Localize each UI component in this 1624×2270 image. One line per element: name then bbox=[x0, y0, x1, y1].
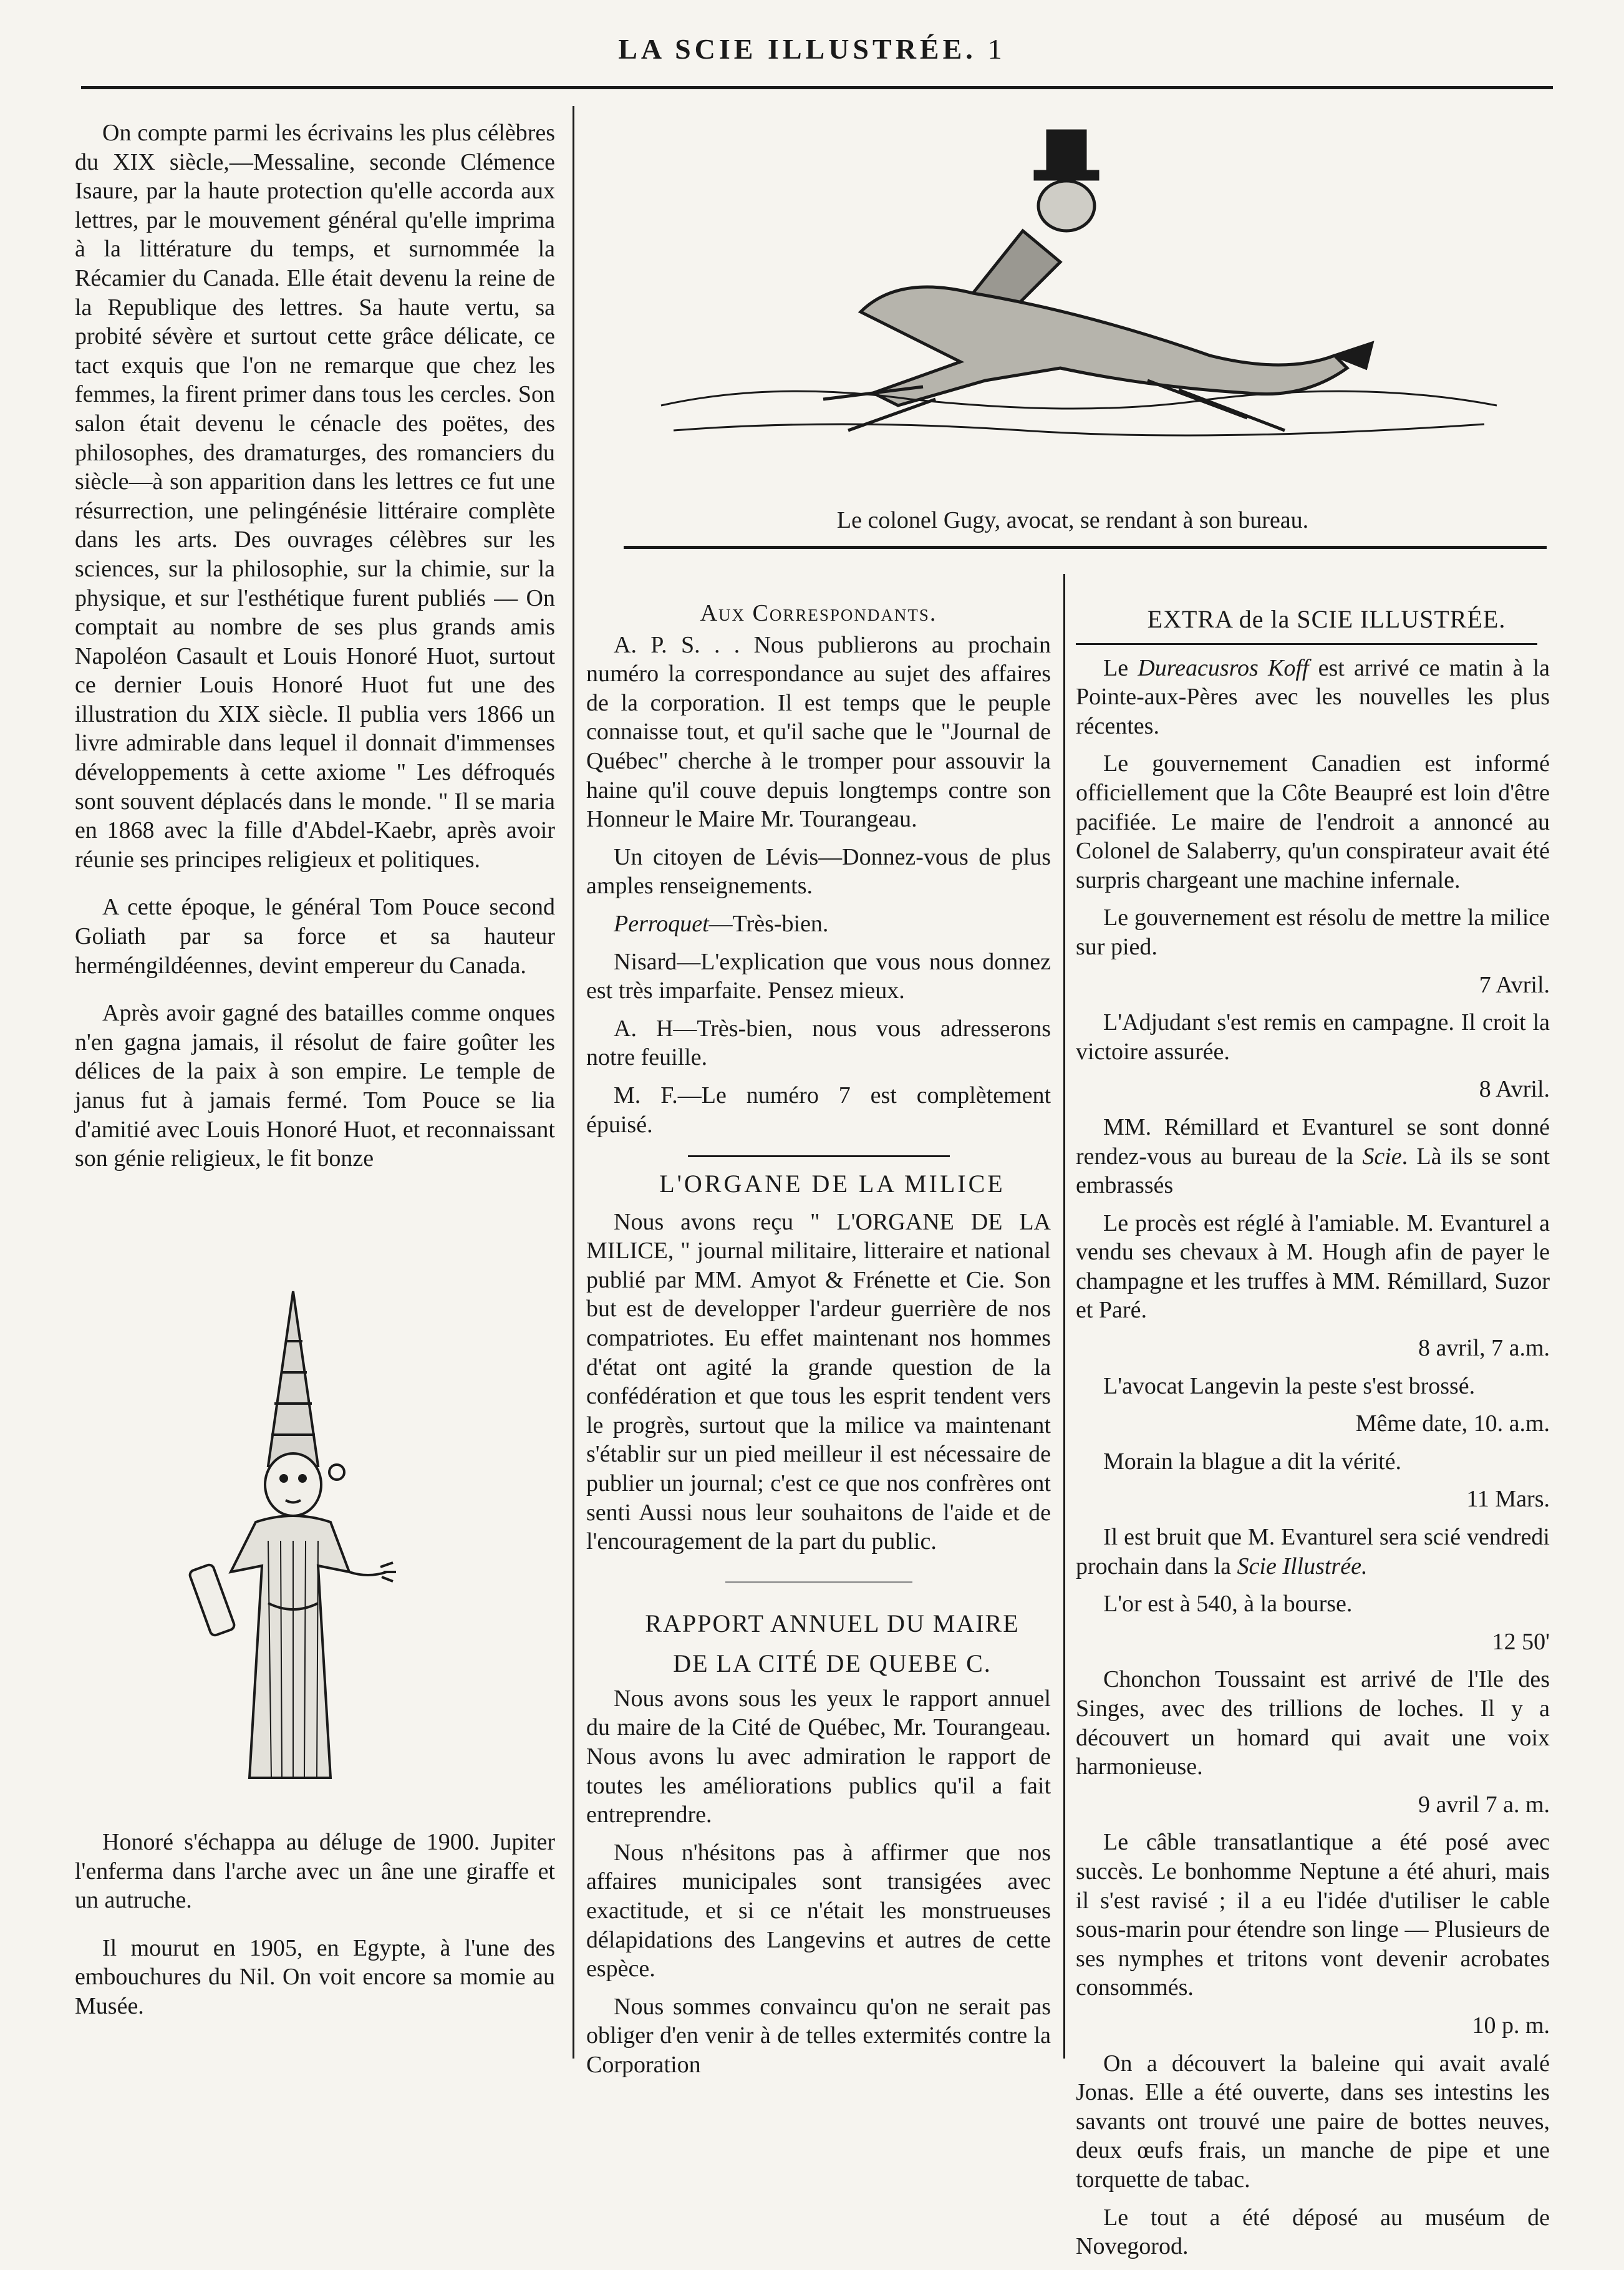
rapport-heading-line2: DE LA CITÉ DE QUEBE C. bbox=[673, 1649, 992, 1677]
column-left-bottom bbox=[75, 1828, 555, 2030]
article-paragraph: Nous avons reçu " L'ORGANE DE LA MILICE, " journal militaire, litteraire et national publié par MM. Amyot & Frénette et Cie. Son but est de developper l'ardeur guerrière de nos compatriotes. Eu effet maintenant nos hommes d'état ont agité la grande question de la confédération et que tous les esprit tendent vers le progrès, surtout que la milice va maintenant s'établir sur un pied meilleur il est nécessaire de publier un journal; c'est ce que nos confrères ont senti Aussi nous leur souhaitons de l'aide et de l'encouragement de la part du public. bbox=[586, 1208, 1051, 1555]
article-paragraph: On compte parmi les écrivains les plus célèbres du XIX siècle,—Messaline, seconde Clémence Isaure, par la haute protection qu'elle accorda aux lettres, par le mouvement général qu'elle imprima à la littérature du temps, et surnommée la Récamier du Canada. Elle était devenu la reine de la Republique des lettres. Sa haute vertu, sa probité sévère et surtout cette grâce délicate, ce tact exquis que l'on ne remarque que chez les femmes, la firent primer dans tous les cercles. Son salon était devenu le cénacle des poëtes, des philosophes, des dramaturges, des romanciers du siècle—à son apparition dans les lettres ce fut une résurrection, une pelingénésie littéraire complète dans les arts. Des ouvrages célèbres sur les sciences, sur la philosophie, sur la chimie, sur la physique, et sur l'esthétique furent publiés — On comptait au nombre de ses plus grands amis Napoléon Casault et Louis Honoré Huot, surtout ce dernier Louis Honoré Huot fut une des illustration du XIX siècle. Il publia vers 1866 un livre admirable dans lequel il donnait d'immenses développements à cette axiome " Les défroqués sont souvent déplacés dans le monde. " Il se maria en 1868 avec la fille d'Abdel-Kaebr, après avoir réunie ses principes religieux et politiques. bbox=[75, 120, 555, 873]
correspondent-name: Perroquet bbox=[614, 910, 709, 937]
horse-rider-image bbox=[586, 106, 1559, 518]
section-rule bbox=[1076, 643, 1537, 645]
news-item: L'or est à 540, à la bourse. bbox=[1103, 1591, 1353, 1618]
article-paragraph: Nous n'hésitons pas à affirmer que nos affaires municipales sont transigées avec exactitude, et si ce n'était les monstrueuses délapidations des Langevins et autres de cette espèce. bbox=[586, 1839, 1051, 1982]
news-item: Le câble transatlantique a été posé avec succès. Le bonhomme Neptune a été ahuri, mais il s'est ravisé ; il a eu l'idée d'utiliser le cable sous-marin pour étendre son linge — Plusieurs de ses nymphes et tritons vont devenir acrobates consommés. bbox=[1076, 1829, 1550, 2001]
dateline: 7 Avril. bbox=[1479, 971, 1550, 998]
illustration-caption: Le colonel Gugy, avocat, se rendant à son bureau. bbox=[836, 507, 1309, 533]
news-text: Le bbox=[1103, 654, 1138, 681]
news-item: L'avocat Langevin la peste s'est brossé. bbox=[1103, 1372, 1476, 1399]
news-item bbox=[1076, 1113, 1550, 1200]
correspondent-reply: M. F.—Le numéro 7 est complètement épuisé. bbox=[586, 1082, 1051, 1138]
section-rule bbox=[725, 1581, 912, 1583]
dateline: 12 50' bbox=[1492, 1628, 1550, 1655]
column-divider-1 bbox=[573, 106, 574, 2059]
news-item bbox=[1076, 1523, 1550, 1581]
news-text: est arrivé ce matin à la Pointe-aux-Pères avec les nouvelles les plus récentes. bbox=[1076, 654, 1550, 739]
ship-name: Dureacusros Koff bbox=[1138, 654, 1309, 681]
correspondent-reply: A. P. S. . . Nous publierons au prochain numéro la correspondance au sujet des affaires de la corporation. Il est temps que le peuple connaisse tout, et qu'il sache que le "Journal de Québec" cherche à le tromper pour assouvir la haine qu'il couve depuis longtemps contre son Honneur le Maire Mr. Tourangeau. bbox=[586, 631, 1051, 833]
news-item: Le gouvernement est résolu de mettre la milice sur pied. bbox=[1076, 905, 1550, 960]
correspondent-reply: Un citoyen de Lévis—Donnez-vous de plus amples renseignements. bbox=[586, 843, 1051, 900]
article-paragraph: Après avoir gagné des batailles comme onques n'en gagna jamais, il résolut de faire goûter les délices de la paix à son empire. Le temple de janus fut à jamais fermé. Tom Pouce se lia d'amitié avec Louis Honoré Huot, et reconnaissant son génie religieux, le fit bonze bbox=[75, 1000, 555, 1172]
dateline: 8 avril, 7 a.m. bbox=[1418, 1335, 1550, 1362]
news-item: Le tout a été déposé au muséum de Novegorod. bbox=[1076, 2204, 1550, 2260]
masthead bbox=[0, 32, 1624, 65]
illustration-gugy-horse bbox=[586, 106, 1559, 518]
organe-heading: L'ORGANE DE LA MILICE bbox=[659, 1170, 1005, 1198]
article-paragraph: Nous sommes convaincu qu'on ne serait pas obliger d'en venir à de telles extermités contre la Corporation bbox=[586, 1993, 1051, 2078]
bonze-figure-image bbox=[143, 1279, 455, 1790]
dateline: 9 avril 7 a. m. bbox=[1418, 1791, 1550, 1818]
news-item: L'Adjudant s'est remis en campagne. Il croit la victoire assurée. bbox=[1076, 1009, 1550, 1065]
news-item: Morain la blague a dit la vérité. bbox=[1103, 1448, 1401, 1475]
rapport-heading-line1: RAPPORT ANNUEL DU MAIRE bbox=[645, 1609, 1020, 1637]
dateline: 10 p. m. bbox=[1472, 2012, 1550, 2039]
newspaper-title: LA SCIE ILLUSTRÉE. bbox=[618, 33, 977, 65]
correspondent-answer: —Très-bien. bbox=[708, 910, 829, 937]
dateline: Même date, 10. a.m. bbox=[1355, 1410, 1550, 1437]
header-rule bbox=[81, 86, 1553, 89]
correspondent-reply: Nisard—L'explication que vous nous donnez est très imparfaite. Pensez mieux. bbox=[586, 948, 1051, 1004]
news-text: MM. Rémillard et Evanturel se sont donné rendez-vous au bureau de la bbox=[1076, 1113, 1550, 1170]
correspondent-reply: A. H—Très-bien, nous vous adresserons notre feuille. bbox=[586, 1015, 1051, 1071]
extra-heading: EXTRA de la SCIE ILLUSTRÉE. bbox=[1147, 605, 1506, 633]
column-left bbox=[75, 119, 555, 1182]
article-paragraph: A cette époque, le général Tom Pouce second Goliath par sa force et sa hauteur herméngildéennes, devint empereur du Canada. bbox=[75, 894, 555, 979]
illustration-bonze-figure bbox=[143, 1279, 455, 1790]
news-text: Il est bruit que M. Evanturel sera scié vendredi prochain dans la bbox=[1076, 1524, 1550, 1579]
correspondents-heading: Aux Correspondants. bbox=[700, 600, 937, 626]
news-item: Le gouvernement Canadien est informé officiellement que la Côte Beaupré est loin d'être pacifiée. Le maire de l'endroit a annoncé au Colonel de Salaberry, qu'un conspirateur avait été surpris chargeant une machine infernale. bbox=[1076, 750, 1550, 893]
news-text: . Là ils se sont embrassés bbox=[1076, 1143, 1550, 1199]
page-number: 1 bbox=[987, 33, 1006, 65]
paper-name: Scie Illustrée. bbox=[1237, 1553, 1368, 1579]
correspondent-reply bbox=[586, 909, 1051, 939]
paper-name: Scie bbox=[1362, 1143, 1402, 1170]
news-item: Le procès est réglé à l'amiable. M. Evanturel a vendu ses chevaux à M. Hough afin de payer le champagne et les truffes à MM. Rémillard, Suzor et Paré. bbox=[1076, 1210, 1550, 1324]
dateline: 8 Avril. bbox=[1479, 1076, 1550, 1103]
news-item bbox=[1076, 654, 1550, 741]
column-right bbox=[1076, 605, 1550, 2270]
dateline: 11 Mars. bbox=[1466, 1486, 1550, 1513]
section-rule bbox=[688, 1155, 950, 1157]
article-paragraph: Nous avons sous les yeux le rapport annuel du maire de la Cité de Québec, Mr. Tourangeau. Nous avons lu avec admiration le rapport de toutes les améliorations publics qu'il a fait entreprendre. bbox=[586, 1685, 1051, 1828]
article-paragraph: Il mourut en 1905, en Egypte, à l'une des embouchures du Nil. On voit encore sa momie au Musée. bbox=[75, 1934, 555, 2019]
news-item: Chonchon Toussaint est arrivé de l'Ile des Singes, avec des trillions de loches. Il y a découvert un homard qui avait une voix harmonieuse. bbox=[1076, 1666, 1550, 1780]
column-divider-2 bbox=[1063, 574, 1065, 2059]
news-item: On a découvert la baleine qui avait avalé Jonas. Elle a été ouverte, dans ses intestins les savants ont trouvé une paire de bottes neuves, deux œufs frais, un manche de pipe et une torquette de tabac. bbox=[1076, 2050, 1550, 2193]
article-paragraph: Honoré s'échappa au déluge de 1900. Jupiter l'enferma dans l'arche avec un âne une giraffe et un autruche. bbox=[75, 1829, 555, 1914]
caption-rule bbox=[624, 546, 1547, 549]
column-middle bbox=[586, 599, 1051, 2088]
